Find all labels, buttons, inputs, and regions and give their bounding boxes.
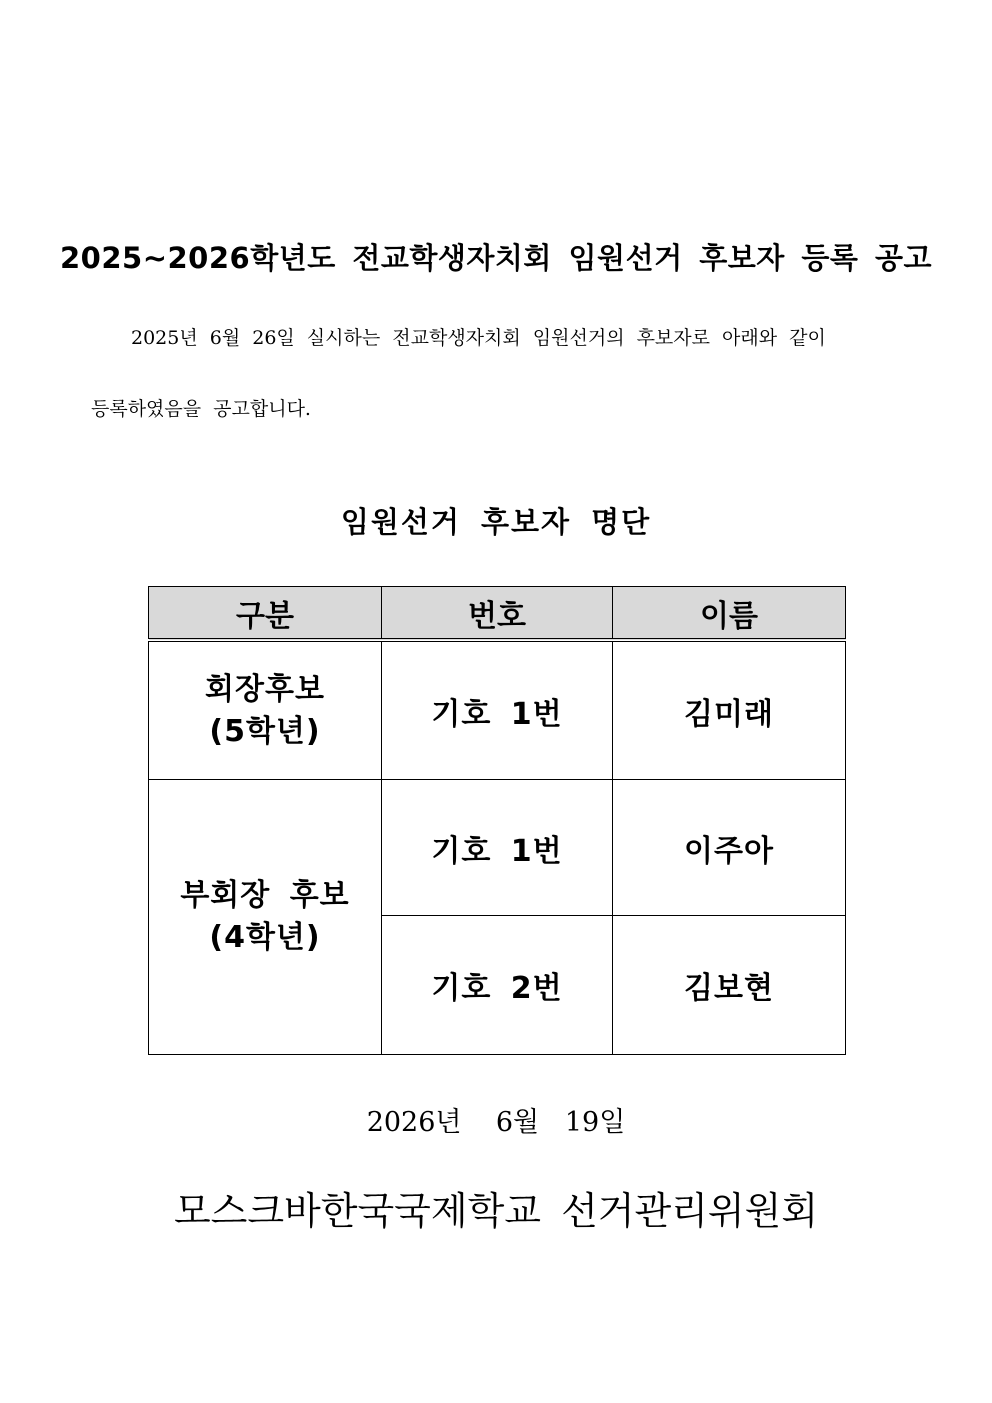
candidate-name: 김보현	[613, 916, 846, 1055]
candidate-number: 기호 1번	[382, 640, 613, 780]
committee-signature: 모스크바한국국제학교 선거관리위원회	[173, 1189, 819, 1233]
intro-text-line1: 2025년 6월 26일 실시하는 전교학생자치회 임원선거의 후보자로 아래와 같이	[131, 327, 826, 349]
category-label: 부회장 후보	[180, 878, 350, 913]
candidate-name: 이주아	[613, 780, 846, 916]
candidate-name: 김미래	[613, 640, 846, 780]
category-label: 회장후보	[205, 671, 325, 707]
category-grade: (5학년)	[209, 713, 321, 749]
table-row	[149, 640, 846, 780]
header-number: 번호	[382, 587, 613, 641]
candidate-number: 기호 1번	[382, 780, 613, 916]
candidate-table	[148, 586, 846, 1055]
table-row	[149, 780, 846, 916]
candidate-list-title: 임원선거 후보자 명단	[340, 505, 652, 539]
table-header-row	[149, 587, 846, 641]
header-category: 구분	[149, 587, 382, 641]
announcement-date: 2026년 6월 19일	[366, 1107, 626, 1138]
candidate-number: 기호 2번	[382, 916, 613, 1055]
intro-text-line2: 등록하였음을 공고합니다.	[91, 398, 311, 420]
header-name: 이름	[613, 587, 846, 641]
document-title: 2025~2026학년도 전교학생자치회 임원선거 후보자 등록 공고	[59, 241, 932, 275]
category-cell-president	[149, 640, 382, 780]
category-cell-vice-president	[149, 780, 382, 1055]
category-grade: (4학년)	[209, 920, 321, 955]
